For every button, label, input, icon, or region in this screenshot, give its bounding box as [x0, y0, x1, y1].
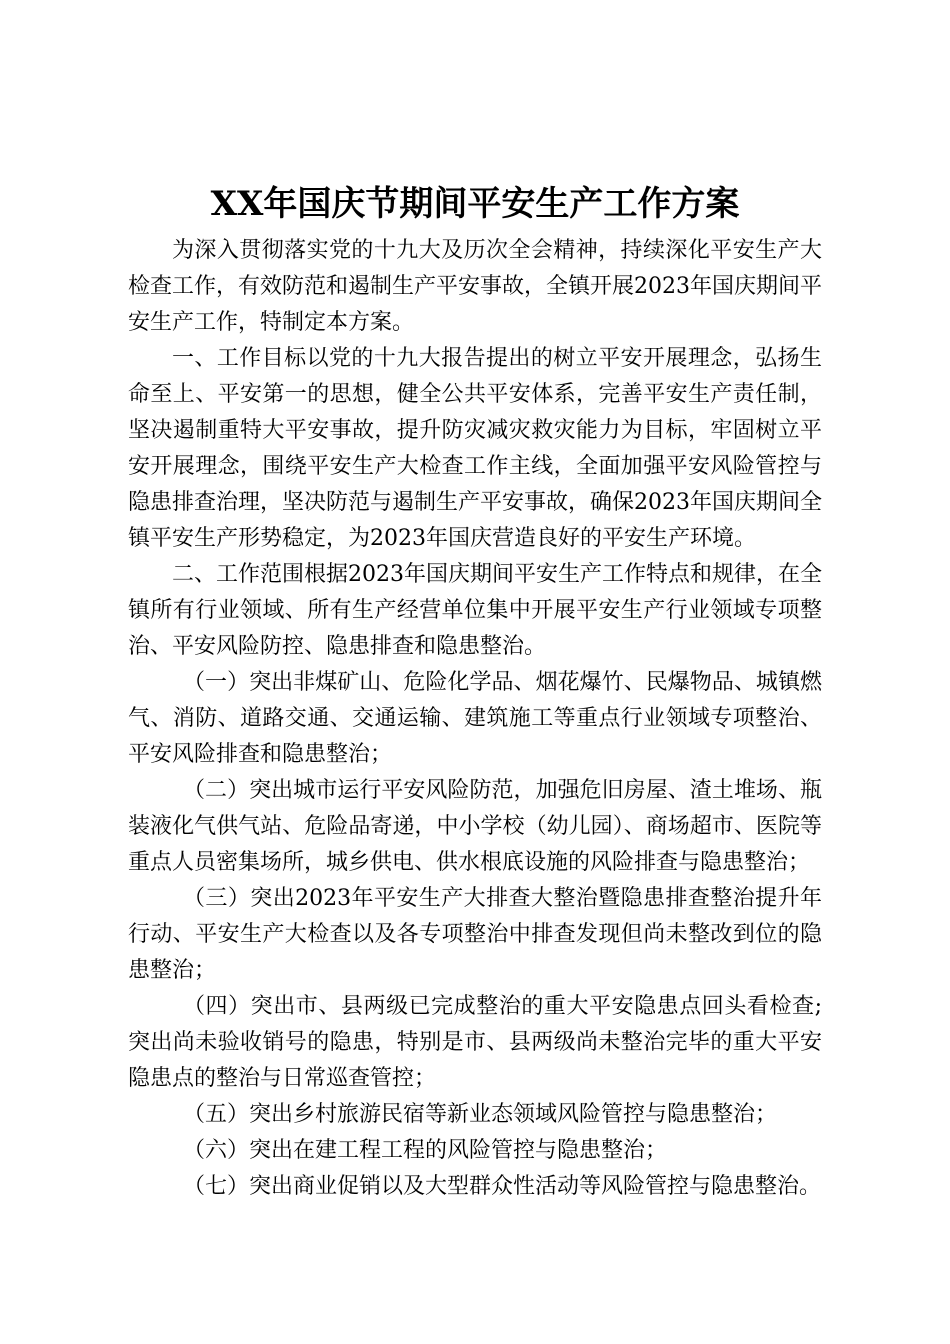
scope-item-1: （一）突出非煤矿山、危险化学品、烟花爆竹、民爆物品、城镇燃气、消防、道路交通、交通运输、建筑施工等重点行业领域专项整治、平安风险排查和隐患整治； — [128, 670, 822, 767]
document-body — [128, 233, 822, 1205]
work-goal-paragraph: 一、工作目标以党的十九大报告提出的树立平安开展理念，弘扬生命至上、平安第一的思想，健全公共平安体系，完善平安生产责任制，坚决遏制重特大平安事故，提升防灾减灾救灾能力为目标，牢固树立平安开展理念，围绕平安生产大检查工作主线，全面加强平安风险管控与隐患排查治理，坚决防范与遏制生产平安事故，确保2023年国庆期间全镇平安生产形势稳定，为2023年国庆营造良好的平安生产环境。 — [128, 346, 822, 551]
scope-item-6: （六）突出在建工程工程的风险管控与隐患整治； — [183, 1138, 668, 1163]
scope-item-2: （二）突出城市运行平安风险防范，加强危旧房屋、渣土堆场、瓶装液化气供气站、危险品寄递，中小学校（幼儿园）、商场超市、医院等重点人员密集场所，城乡供电、供水根底设施的风险排查与隐患整治； — [128, 778, 822, 875]
scope-item-5: （五）突出乡村旅游民宿等新业态领域风险管控与隐患整治； — [183, 1102, 778, 1127]
scope-item-7: （七）突出商业促销以及大型群众性活动等风险管控与隐患整治。 — [183, 1174, 822, 1199]
document-title: XX年国庆节期间平安生产工作方案 — [210, 184, 740, 224]
intro-paragraph: 为深入贯彻落实党的十九大及历次全会精神，持续深化平安生产大检查工作，有效防范和遏制生产平安事故，全镇开展2023年国庆期间平安生产工作，特制定本方案。 — [128, 238, 822, 335]
work-scope-paragraph: 二、工作范围根据2023年国庆期间平安生产工作特点和规律，在全镇所有行业领域、所有生产经营单位集中开展平安生产行业领域专项整治、平安风险防控、隐患排查和隐患整治。 — [128, 562, 822, 659]
scope-item-3: （三）突出2023年平安生产大排查大整治暨隐患排查整治提升年行动、平安生产大检查以及各专项整治中排查发现但尚未整改到位的隐患整治； — [128, 886, 822, 983]
scope-item-4: （四）突出市、县两级已完成整治的重大平安隐患点回头看检查;突出尚未验收销号的隐患，特别是市、县两级尚未整治完毕的重大平安隐患点的整治与日常巡查管控； — [128, 994, 822, 1091]
